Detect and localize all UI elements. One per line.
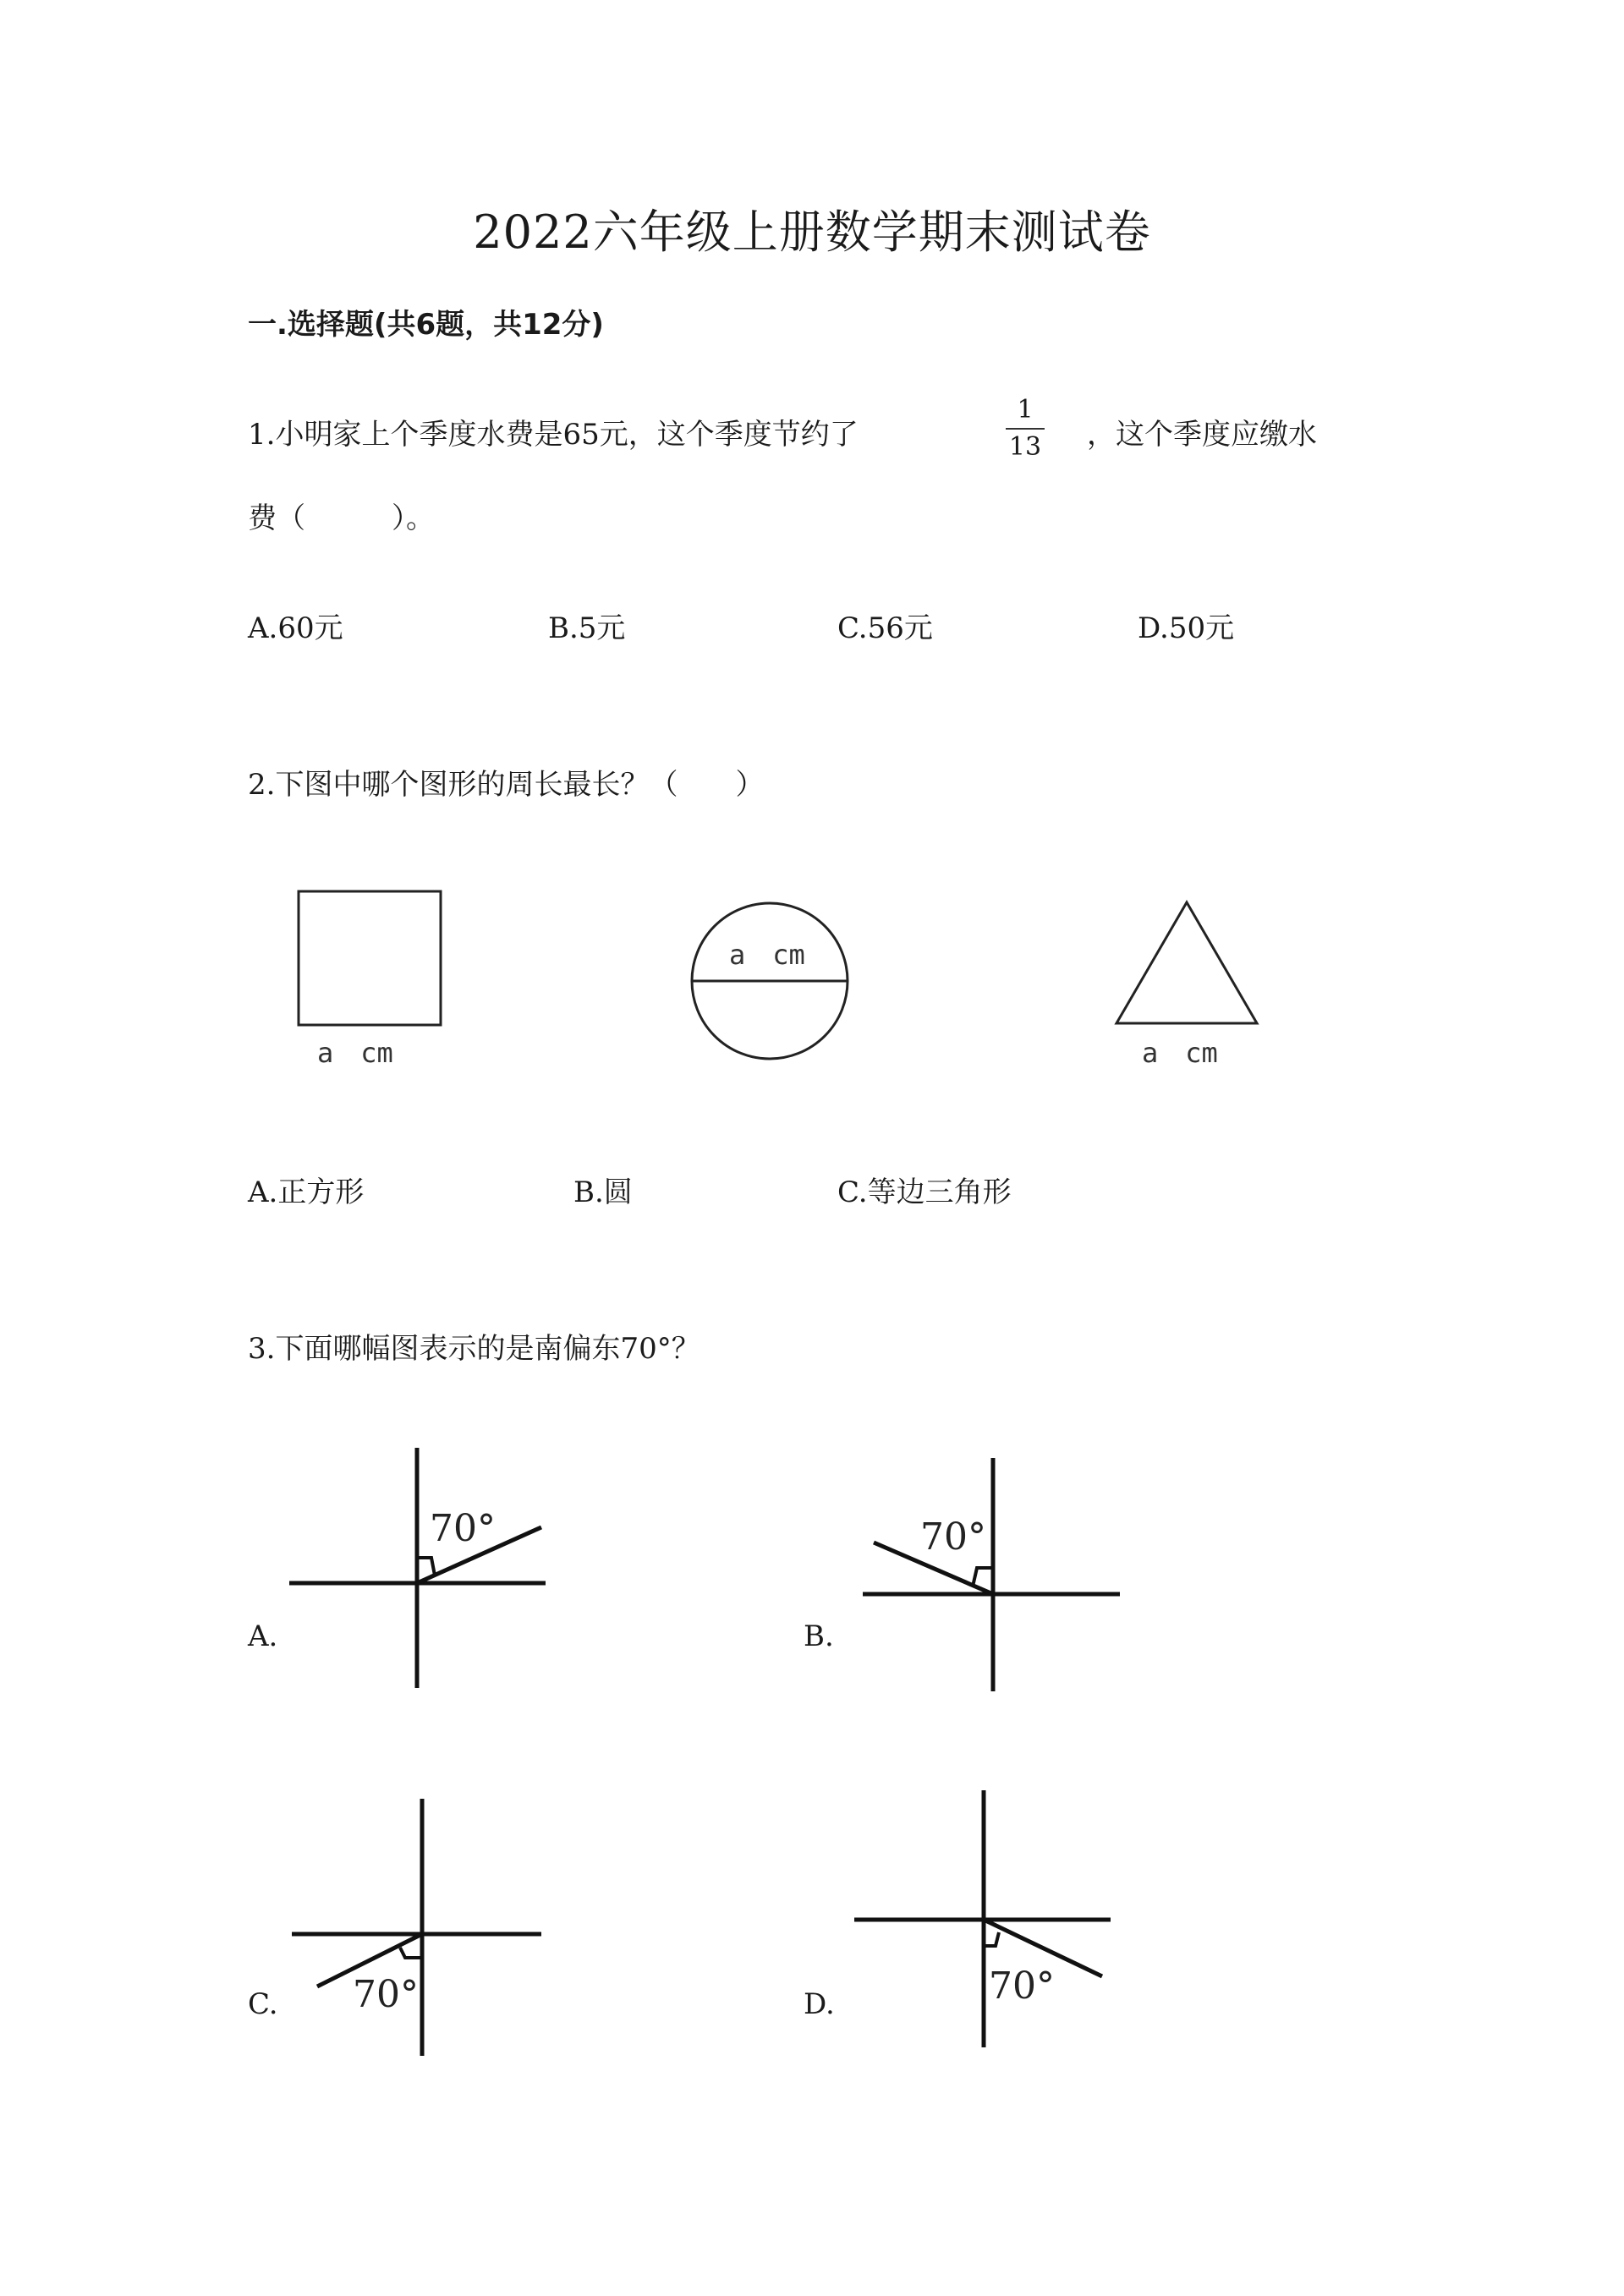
q2-option-b: B.圆 bbox=[573, 1175, 633, 1209]
q1-text-part2: ，这个季度应缴水 bbox=[1087, 418, 1317, 452]
q3-option-c: C. bbox=[248, 1987, 278, 2021]
q2-text: 2.下图中哪个图形的周长最长？（ ） bbox=[248, 768, 765, 802]
section-heading: 一.选择题(共6题，共12分) bbox=[248, 308, 604, 342]
q1-option-b: B.5元 bbox=[548, 611, 626, 645]
q2-option-c: C.等边三角形 bbox=[837, 1175, 1012, 1209]
q3-text: 3.下面哪幅图表示的是南偏东70°？ bbox=[248, 1332, 700, 1366]
q3-diagram-a bbox=[279, 1446, 558, 1700]
triangle-label: a cm bbox=[1142, 1037, 1218, 1069]
q2-option-a: A.正方形 bbox=[248, 1175, 365, 1209]
q3-diagram-d bbox=[850, 1789, 1129, 2059]
q3-option-d: D. bbox=[804, 1987, 835, 2021]
q3-option-a: A. bbox=[248, 1619, 278, 1653]
q3-diagram-b bbox=[854, 1456, 1133, 1710]
square-shape bbox=[299, 891, 441, 1025]
fraction-denominator: 13 bbox=[1008, 432, 1042, 462]
circle-label: a cm bbox=[729, 939, 805, 971]
angle-label: 70° bbox=[920, 1515, 986, 1559]
q1-text-part3: 费（ ）。 bbox=[248, 501, 435, 535]
square-label: a cm bbox=[317, 1037, 393, 1069]
fraction-numerator: 1 bbox=[1017, 395, 1034, 425]
q1-option-c: C.56元 bbox=[837, 611, 933, 645]
q1-text-part1: 1.小明家上个季度水费是65元，这个季度节约了 bbox=[248, 418, 859, 452]
angle-label: 70° bbox=[430, 1507, 496, 1550]
q3-option-b: B. bbox=[804, 1619, 834, 1653]
angle-label: 70° bbox=[989, 1964, 1055, 2008]
q1-option-d: D.50元 bbox=[1138, 611, 1235, 645]
q1-option-a: A.60元 bbox=[248, 611, 343, 645]
q3-diagram-c bbox=[283, 1797, 562, 2068]
triangle-shape bbox=[1116, 902, 1257, 1023]
angle-label: 70° bbox=[353, 1973, 419, 2016]
page-title: 2022六年级上册数学期末测试卷 bbox=[473, 205, 1151, 259]
